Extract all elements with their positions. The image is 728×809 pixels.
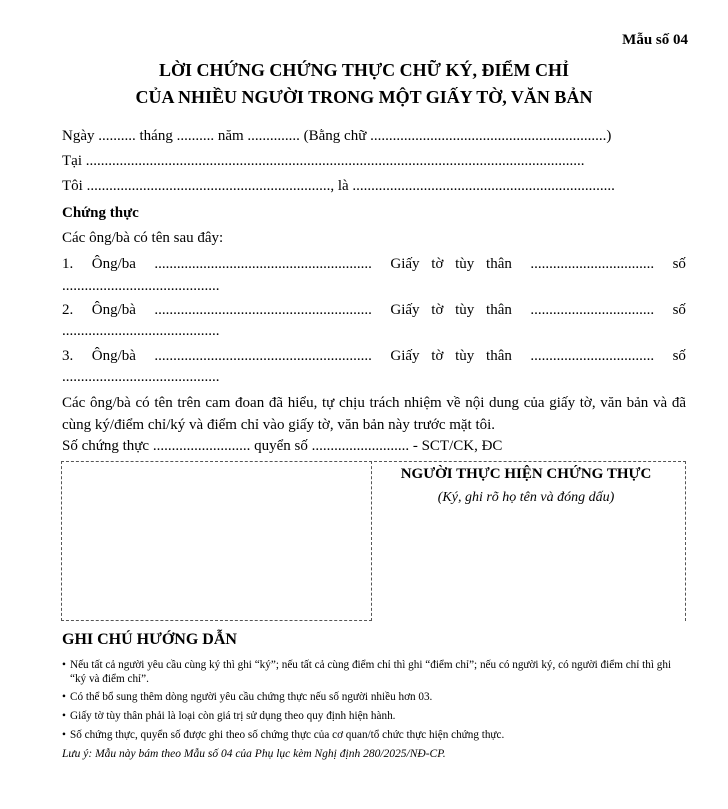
id-field: .................................	[530, 348, 655, 364]
number-label: số	[672, 302, 686, 318]
certify-heading: Chứng thực	[62, 205, 139, 221]
note-item: • Nếu tất cả người yêu cầu cùng ký thì ghi “ký”; nếu tất cả cùng điểm chỉ thì ghi “điểm chỉ”; nếu có người ký, có người điểm chỉ thì ghi “ký và điểm chỉ”.	[62, 658, 686, 686]
note-item: • Giấy tờ tùy thân phải là loại còn giá trị sử dụng theo quy định hiện hành.	[62, 709, 686, 723]
statement-paragraph: Các ông/bà có tên trên cam đoan đã hiểu, tự chịu trách nhiệm về nội dung của giấy tờ, văn bản và đã cùng ký/điểm chỉ/ký và điểm chỉ vào giấy tờ, văn bản này trước mặt tôi.	[62, 395, 686, 433]
person-title: Ông/ba	[91, 256, 136, 272]
person-row-3	[62, 348, 686, 365]
signer-box	[374, 461, 686, 621]
person-title: Ông/bà	[91, 348, 136, 364]
person-name-field: ..........................................................	[154, 256, 372, 272]
person-number: 2.	[62, 302, 74, 318]
person-row-1	[62, 256, 686, 273]
intro-line: Các ông/bà có tên sau đây:	[62, 230, 224, 246]
person-2-continuation: ..........................................	[62, 323, 220, 339]
id-label: Giấy tờ tùy thân	[390, 256, 512, 272]
person-3-continuation: ..........................................	[62, 369, 220, 385]
note-item: • Số chứng thực, quyển số được ghi theo số chứng thực của cơ quan/tổ chức thực hiện chứng thực.	[62, 728, 686, 742]
id-label: Giấy tờ tùy thân	[390, 302, 512, 318]
signer-title: NGƯỜI THỰC HIỆN CHỨNG THỰC	[400, 466, 652, 482]
fingerprint-box	[61, 461, 372, 621]
number-label: số	[672, 348, 686, 364]
person-number: 3.	[62, 348, 74, 364]
form-code: Mẫu số 04	[622, 32, 688, 48]
person-name-field: ..........................................................	[154, 348, 372, 364]
note-item: • Có thể bổ sung thêm dòng người yêu cầu chứng thực nếu số người nhiều hơn 03.	[62, 690, 686, 704]
notes-heading: GHI CHÚ HƯỚNG DẪN	[62, 631, 237, 648]
id-field: .................................	[530, 256, 655, 272]
id-field: .................................	[530, 302, 655, 318]
document-title-line1: LỜI CHỨNG CHỨNG THỰC CHỮ KÝ, ĐIỂM CHỈ	[158, 60, 569, 80]
document-title-line2: CỦA NHIỀU NGƯỜI TRONG MỘT GIẤY TỜ, VĂN BẢN	[135, 87, 593, 107]
person-number: 1.	[62, 256, 74, 272]
place-line: Tại .....................................................................................................................................	[62, 153, 585, 169]
date-line: Ngày .......... tháng .......... năm .............. (Bằng chữ ...............................................................)	[62, 128, 612, 144]
number-label: số	[672, 256, 686, 272]
official-line: Tôi ................................................................., là ......................................................................	[62, 178, 615, 194]
id-label: Giấy tờ tùy thân	[390, 348, 512, 364]
note-footer: Lưu ý: Mẫu này bám theo Mẫu số 04 của Phụ lục kèm Nghị định 280/2025/NĐ-CP.	[62, 748, 446, 760]
person-row-2	[62, 302, 686, 319]
person-title: Ông/bà	[91, 302, 136, 318]
person-name-field: ..........................................................	[154, 302, 372, 318]
signer-subtitle: (Ký, ghi rõ họ tên và đóng dấu)	[437, 490, 615, 505]
person-1-continuation: ..........................................	[62, 278, 220, 294]
cert-number-line: Số chứng thực .......................... quyển số .......................... - SCT/CK, ĐC	[62, 438, 503, 454]
